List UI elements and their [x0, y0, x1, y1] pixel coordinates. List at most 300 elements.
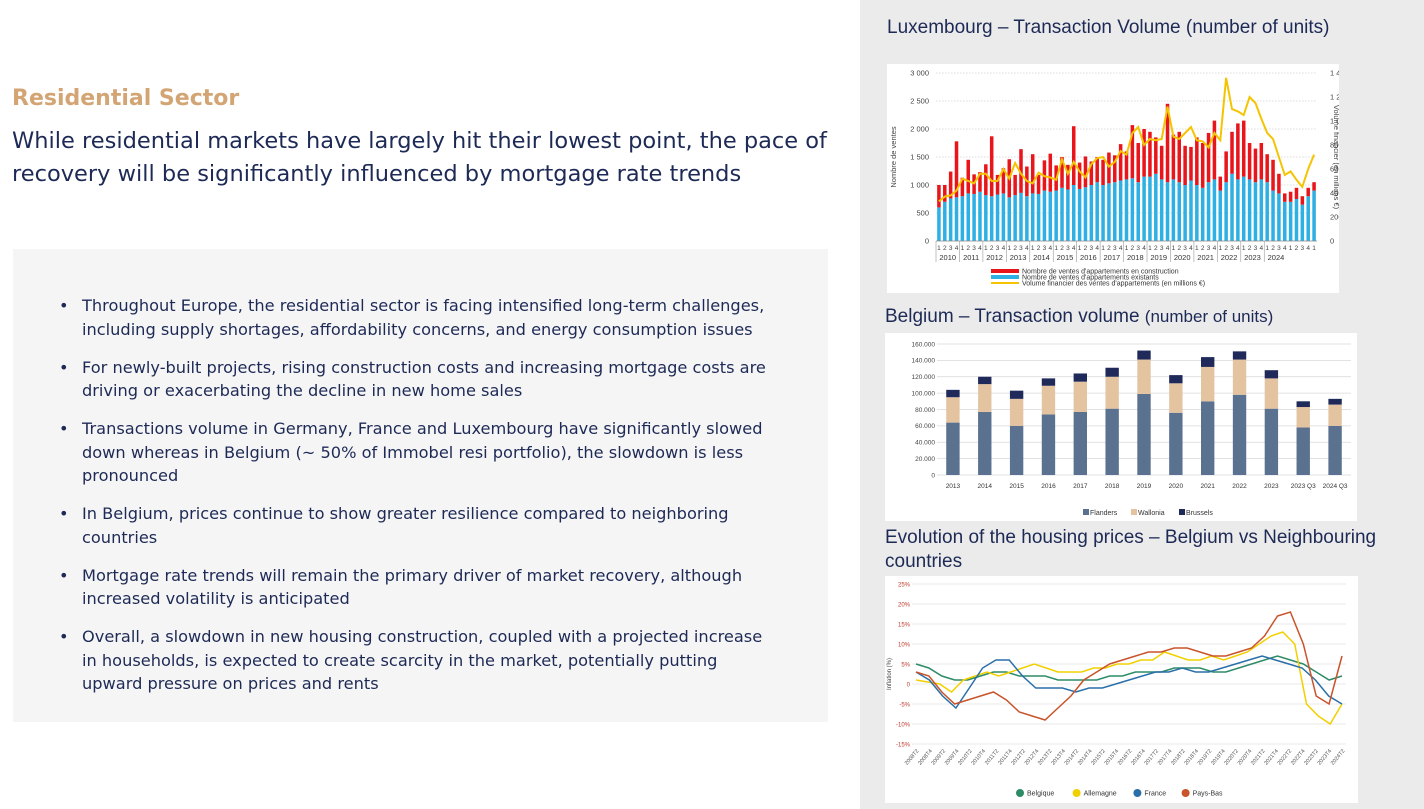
bar-existing [1160, 179, 1164, 241]
quarter-label: 4 [1118, 245, 1123, 252]
bar-existing [1201, 188, 1205, 241]
bar-brussels [1297, 401, 1310, 407]
prices-chart-panel [885, 576, 1358, 803]
quarter-label: 4 [1001, 245, 1006, 252]
bar-construction [1195, 137, 1199, 185]
bar-construction [1172, 135, 1176, 180]
x-tick-label: 2009T4 [943, 748, 961, 767]
bar-existing [1095, 182, 1099, 241]
bar-wallonia [1265, 378, 1278, 408]
legend-swatch [1016, 789, 1024, 797]
year-label: 2016 [1080, 253, 1097, 262]
bar-construction [1283, 193, 1287, 201]
bar-brussels [978, 377, 991, 384]
legend-label: Flanders [1090, 510, 1118, 517]
bar-existing [1043, 191, 1047, 241]
quarter-label: 3 [1230, 245, 1234, 252]
year-label: 2020 [1173, 253, 1191, 262]
be-chart [885, 333, 1357, 521]
quarter-label: 3 [972, 245, 976, 252]
bar-construction [1277, 174, 1281, 194]
be-chart-title-suffix: (number of units) [1144, 307, 1274, 326]
bullet-dot: • [59, 504, 69, 523]
year-label: 2017 [1103, 253, 1121, 262]
x-tick-label: 2011T4 [997, 748, 1014, 767]
y2-tick-label: 40 [1330, 188, 1339, 198]
x-tick-label: 2011T2 [984, 748, 1001, 767]
bar-flanders [1010, 426, 1023, 475]
quarter-label: 4 [1189, 245, 1193, 252]
bar-existing [1072, 185, 1076, 241]
bar-construction [1072, 126, 1076, 185]
quarter-label: 1 [1288, 245, 1293, 252]
year-label: 2018 [1126, 253, 1144, 262]
bar-existing [1189, 181, 1193, 241]
year-label: 2011 [963, 253, 980, 262]
x-tick-label: 2012T2 [1010, 748, 1028, 767]
bullet-list [59, 294, 779, 710]
bar-construction [966, 160, 970, 194]
x-tick-label: 2008T2 [903, 748, 921, 767]
bar-flanders [946, 423, 959, 475]
bar-existing [984, 195, 988, 241]
bar-brussels [1233, 351, 1246, 359]
y-tick-label: 2 500 [910, 96, 929, 106]
x-tick-label: 2013T2 [1037, 748, 1054, 767]
be-chart-title [885, 305, 1405, 329]
quarter-label: 3 [1277, 245, 1281, 252]
bar-existing [943, 202, 947, 241]
bar-construction [1271, 160, 1275, 191]
bar-flanders [1233, 395, 1246, 475]
bullet-item [59, 417, 779, 488]
year-label: 2019 [1150, 253, 1168, 262]
x-tick-label: 2013T4 [1050, 748, 1067, 767]
bar-existing [1136, 182, 1140, 241]
bar-existing [1301, 205, 1305, 241]
bar-existing [1060, 188, 1064, 241]
bar-construction [1078, 163, 1082, 189]
quarter-label: 2 [1107, 245, 1111, 252]
x-tick-label: 2014T2 [1063, 748, 1081, 767]
quarter-label: 1 [984, 245, 988, 252]
bar-existing [1013, 195, 1017, 241]
quarter-label: 2 [1224, 245, 1228, 252]
bar-wallonia [946, 397, 959, 422]
bar-flanders [1328, 426, 1341, 475]
bar-existing [1306, 196, 1310, 241]
x-tick-label: 2015T2 [1090, 748, 1107, 767]
bar-existing [1219, 191, 1223, 241]
bar-existing [1295, 199, 1299, 241]
year-label: 2022 [1220, 253, 1238, 262]
x-tick-label: 2023 [1264, 483, 1279, 490]
legend-swatch [1182, 789, 1190, 797]
bar-flanders [1042, 414, 1055, 475]
headline: While residential markets have largely hit their lowest point, the pace of recovery will be significantly influenced by mortgage rate trends [12, 128, 827, 187]
quarter-label: 1 [1054, 245, 1058, 252]
bullet-dot: • [59, 627, 69, 646]
bar-wallonia [978, 384, 991, 412]
quarter-label: 4 [1048, 245, 1053, 252]
x-tick-label: 2019T4 [1210, 748, 1227, 767]
bar-existing [1271, 191, 1275, 241]
quarter-label: 4 [1236, 245, 1240, 252]
legend-label: Volume financier des ventes d'appartements (en millions €) [1022, 280, 1206, 288]
quarter-label: 1 [1030, 245, 1035, 252]
bar-existing [1037, 194, 1041, 241]
bar-construction [1230, 132, 1234, 174]
legend-label: Nombre de ventes d'appartements en construction [1022, 268, 1179, 276]
x-tick-label: 2023T2 [1303, 748, 1320, 767]
bar-flanders [1201, 401, 1214, 475]
quarter-label: 4 [1025, 245, 1029, 252]
bar-flanders [1297, 428, 1310, 475]
y2-tick-label: 1 2 [1330, 92, 1339, 102]
x-tick-label: 2015 [1009, 483, 1024, 490]
quarter-label: 4 [1071, 245, 1076, 252]
quarter-label: 1 [1007, 245, 1012, 252]
quarter-label: 1 [1171, 245, 1176, 252]
y-tick-label: 10% [897, 642, 910, 649]
y-tick-label: -15% [895, 742, 910, 749]
quarter-label: 2 [1294, 245, 1299, 252]
bar-construction [1219, 177, 1223, 191]
quarter-label: 1 [1195, 245, 1199, 252]
y-tick-label: 120.000 [911, 374, 935, 382]
bullet-text: Transactions volume in Germany, France and Luxembourg have significantly slowed down whereas in Belgium (~ 50% of Immobel resi portfolio), the slowdown is less pronounced [82, 419, 763, 485]
year-label: 2010 [939, 253, 957, 262]
y2-tick-label: 0 [1330, 236, 1335, 246]
quarter-label: 3 [1019, 245, 1023, 252]
bar-construction [1142, 129, 1146, 177]
quarter-label: 3 [1042, 245, 1047, 252]
x-tick-label: 2012T4 [1023, 748, 1041, 767]
bar-existing [1125, 179, 1129, 241]
bar-existing [990, 196, 994, 241]
bar-brussels [1328, 399, 1341, 405]
quarter-label: 3 [1300, 245, 1305, 252]
legend-swatch [1131, 509, 1137, 515]
bar-construction [1101, 160, 1105, 185]
y-tick-label: 1 500 [910, 152, 929, 162]
x-tick-label: 2013 [945, 483, 961, 490]
bar-existing [1154, 174, 1158, 241]
quarter-label: 1 [1077, 245, 1082, 252]
bullet-dot: • [59, 296, 69, 315]
quarter-label: 1 [1218, 245, 1223, 252]
quarter-label: 2 [1083, 245, 1088, 252]
legend-label: Nombre de ventes d'appartements existants [1022, 274, 1159, 282]
bar-construction [984, 164, 988, 195]
quarter-label: 3 [995, 245, 1000, 252]
bar-construction [1107, 153, 1111, 184]
quarter-label: 4 [978, 245, 982, 252]
bar-existing [1119, 181, 1123, 241]
x-tick-label: 2016 [1041, 483, 1056, 490]
x-tick-label: 2023T4 [1316, 748, 1334, 767]
quarter-label: 2 [1247, 245, 1252, 252]
x-tick-label: 2014T4 [1077, 748, 1094, 767]
quarter-label: 2 [942, 245, 947, 252]
bar-existing [1049, 192, 1053, 241]
bar-brussels [1042, 378, 1055, 385]
bar-existing [1183, 185, 1187, 241]
bar-existing [1054, 191, 1058, 241]
y-tick-label: 60.000 [915, 423, 935, 431]
bar-brussels [1201, 357, 1214, 367]
bar-existing [1008, 197, 1012, 241]
bar-construction [937, 185, 941, 207]
legend-label: Belgique [1027, 790, 1055, 798]
bar-existing [978, 192, 982, 241]
bar-construction [1301, 196, 1305, 204]
bar-existing [1066, 189, 1070, 241]
legend-label: France [1144, 790, 1167, 798]
quarter-label: 4 [1212, 245, 1217, 252]
y2-tick-label: 60 [1330, 164, 1339, 174]
bar-construction [1031, 154, 1035, 193]
bar-existing [1025, 196, 1029, 241]
x-tick-label: 2022T2 [1276, 748, 1294, 767]
y-tick-label: 80.000 [915, 406, 935, 414]
bar-existing [1260, 179, 1264, 241]
quarter-label: 4 [1142, 245, 1146, 252]
lux-chart [887, 64, 1339, 293]
x-tick-label: 2019 [1136, 483, 1152, 490]
x-tick-label: 2017 [1073, 483, 1088, 490]
bar-brussels [1010, 391, 1023, 399]
bar-construction [1201, 143, 1205, 188]
quarter-label: 4 [1095, 245, 1100, 252]
bar-construction [1013, 175, 1017, 195]
quarter-label: 2 [966, 245, 971, 252]
x-tick-label: 2019T2 [1196, 748, 1214, 767]
bar-wallonia [1233, 360, 1246, 395]
year-label: 2014 [1033, 253, 1050, 262]
quarter-label: 3 [1253, 245, 1258, 252]
year-label: 2013 [1009, 253, 1027, 262]
quarter-label: 2 [1036, 245, 1041, 252]
quarter-label: 3 [1066, 245, 1070, 252]
bar-existing [1142, 177, 1146, 241]
bar-brussels [1265, 370, 1278, 378]
quarter-label: 1 [1241, 245, 1246, 252]
quarter-label: 3 [1159, 245, 1164, 252]
legend-label: Brussels [1186, 510, 1213, 517]
bullet-dot: • [59, 419, 69, 438]
x-tick-label: 2018 [1104, 483, 1120, 490]
bar-construction [1265, 154, 1269, 182]
bar-existing [1207, 182, 1211, 241]
legend-label: Allemagne [1083, 790, 1117, 798]
y-tick-label: 0 [924, 236, 929, 246]
bar-existing [1148, 177, 1152, 241]
bar-existing [1289, 202, 1293, 241]
legend-swatch [1083, 509, 1089, 515]
bullet-text: For newly-built projects, rising construction costs and increasing mortgage costs are driving or exacerbating the decline in new home sales [82, 357, 766, 400]
bar-flanders [1265, 409, 1278, 475]
bar-flanders [1074, 412, 1087, 475]
bar-flanders [1105, 409, 1118, 475]
bar-construction [1295, 188, 1299, 199]
bar-existing [1312, 191, 1316, 241]
y-tick-label: 25% [897, 582, 910, 589]
bar-wallonia [1201, 367, 1214, 401]
x-tick-label: 2009T2 [930, 748, 948, 767]
bar-existing [1224, 182, 1228, 241]
legend-swatch [1179, 509, 1185, 515]
bar-existing [996, 195, 1000, 241]
bar-wallonia [1010, 399, 1023, 426]
bar-existing [966, 193, 970, 241]
bullet-item [59, 625, 779, 696]
x-tick-label: 2020T4 [1236, 748, 1254, 767]
quarter-label: 2 [1060, 245, 1064, 252]
section-kicker: Residential Sector [12, 86, 240, 111]
prices-chart [885, 576, 1358, 803]
y-tick-label: 500 [916, 208, 929, 218]
year-label: 2021 [1197, 253, 1214, 262]
bar-wallonia [1074, 382, 1087, 412]
bar-existing [1213, 179, 1217, 241]
y-tick-label: -10% [895, 722, 910, 729]
bar-existing [937, 207, 941, 241]
quarter-label: 2 [1153, 245, 1158, 252]
bar-existing [1254, 182, 1258, 241]
bar-existing [1019, 193, 1023, 241]
quarter-label: 1 [1148, 245, 1152, 252]
x-tick-label: 2023 Q3 [1290, 483, 1316, 490]
prices-chart-title: Evolution of the housing prices – Belgium vs Neighbouring countries [885, 527, 1377, 572]
bar-construction [1248, 143, 1252, 179]
bullet-item [59, 564, 779, 611]
x-tick-label: 2016T2 [1116, 748, 1134, 767]
bar-construction [1084, 156, 1088, 187]
y-tick-label: 160.000 [911, 341, 935, 349]
y-tick-label: 1 000 [910, 180, 929, 190]
bar-existing [1031, 193, 1035, 241]
x-tick-label: 2024T2 [1329, 748, 1347, 767]
bar-construction [1037, 175, 1041, 194]
x-tick-label: 2021T2 [1250, 748, 1267, 767]
bullet-dot: • [59, 565, 69, 585]
quarter-label: 2 [1130, 245, 1135, 252]
bar-existing [1113, 182, 1117, 241]
x-tick-label: 2010T4 [970, 748, 988, 767]
bar-construction [1207, 133, 1211, 182]
quarter-label: 4 [1259, 245, 1264, 252]
legend-swatch [991, 275, 1019, 279]
legend-label: Wallonia [1138, 510, 1165, 517]
bar-existing [1230, 174, 1234, 241]
bar-flanders [1137, 394, 1150, 475]
bar-existing [1242, 177, 1246, 241]
quarter-label: 2 [1200, 245, 1205, 252]
bar-construction [990, 136, 994, 196]
y-tick-label: 3 000 [910, 68, 929, 78]
bar-existing [1131, 178, 1135, 241]
line-belgique [916, 656, 1342, 680]
quarter-label: 1 [1312, 245, 1316, 252]
bar-existing [1177, 182, 1181, 241]
bar-construction [1154, 137, 1158, 173]
quarter-label: 2 [1177, 245, 1182, 252]
bar-existing [1084, 187, 1088, 241]
bar-existing [1166, 182, 1170, 241]
bar-brussels [1105, 368, 1118, 377]
bar-existing [949, 198, 953, 241]
y-axis-label: Nombre de ventes [889, 126, 898, 188]
year-label: 2012 [986, 253, 1003, 262]
bar-existing [1078, 189, 1082, 241]
quarter-label: 3 [1112, 245, 1117, 252]
bar-existing [1101, 185, 1105, 241]
legend-swatch [991, 269, 1019, 273]
year-label: 2024 [1267, 253, 1285, 262]
quarter-label: 4 [954, 245, 959, 252]
bar-existing [1002, 193, 1006, 241]
x-tick-label: 2021T4 [1263, 748, 1280, 767]
quarter-label: 3 [948, 245, 953, 252]
bullet-text: In Belgium, prices continue to show greater resilience compared to neighboring countries [82, 504, 729, 547]
bar-construction [1312, 182, 1316, 190]
bar-existing [1248, 179, 1252, 241]
x-tick-label: 2008T4 [917, 748, 934, 767]
x-tick-label: 2018T4 [1183, 748, 1201, 767]
bullet-text: Overall, a slowdown in new housing construction, coupled with a projected increase in households, is expected to create scarcity in the market, potentially putting upward pressure on prices and rents [82, 627, 763, 693]
bar-wallonia [1137, 360, 1150, 394]
x-tick-label: 2016T4 [1130, 748, 1147, 767]
x-tick-label: 2010T2 [957, 748, 974, 767]
bar-construction [1289, 192, 1293, 202]
line-allemagne [916, 632, 1342, 724]
bar-construction [1160, 146, 1164, 180]
quarter-label: 3 [1136, 245, 1141, 252]
quarter-label: 1 [1101, 245, 1105, 252]
bullet-item [59, 356, 779, 403]
bar-construction [1213, 121, 1217, 180]
bar-flanders [978, 412, 991, 475]
bar-existing [1265, 182, 1269, 241]
bar-existing [961, 196, 965, 241]
bullet-item [59, 502, 779, 549]
y2-tick-label: 20 [1330, 212, 1339, 222]
y-tick-label: 2 000 [910, 124, 929, 134]
bar-construction [1306, 188, 1310, 196]
lux-chart-panel [887, 64, 1339, 293]
y-tick-label: 140.000 [911, 357, 935, 365]
be-chart-panel [885, 333, 1357, 521]
bullet-text: Mortgage rate trends will remain the primary driver of market recovery, although increased volatility is anticipated [82, 565, 743, 608]
quarter-label: 4 [1306, 245, 1311, 252]
bar-brussels [1137, 351, 1150, 360]
x-tick-label: 2018T2 [1170, 748, 1187, 767]
y2-tick-label: 1 0 [1330, 116, 1339, 126]
quarter-label: 1 [937, 245, 941, 252]
year-label: 2023 [1244, 253, 1261, 262]
quarter-label: 2 [1271, 245, 1275, 252]
y-axis-label: Inflation (%) [887, 657, 893, 691]
x-tick-label: 2017T4 [1156, 748, 1174, 767]
bar-existing [1107, 183, 1111, 241]
bar-construction [1136, 143, 1140, 182]
quarter-label: 4 [1165, 245, 1170, 252]
y2-tick-label: 1 4 [1330, 68, 1339, 78]
y2-axis-label: Volume financier (en millions €) [1332, 104, 1339, 210]
bar-construction [1183, 146, 1187, 185]
bar-brussels [1074, 373, 1087, 381]
